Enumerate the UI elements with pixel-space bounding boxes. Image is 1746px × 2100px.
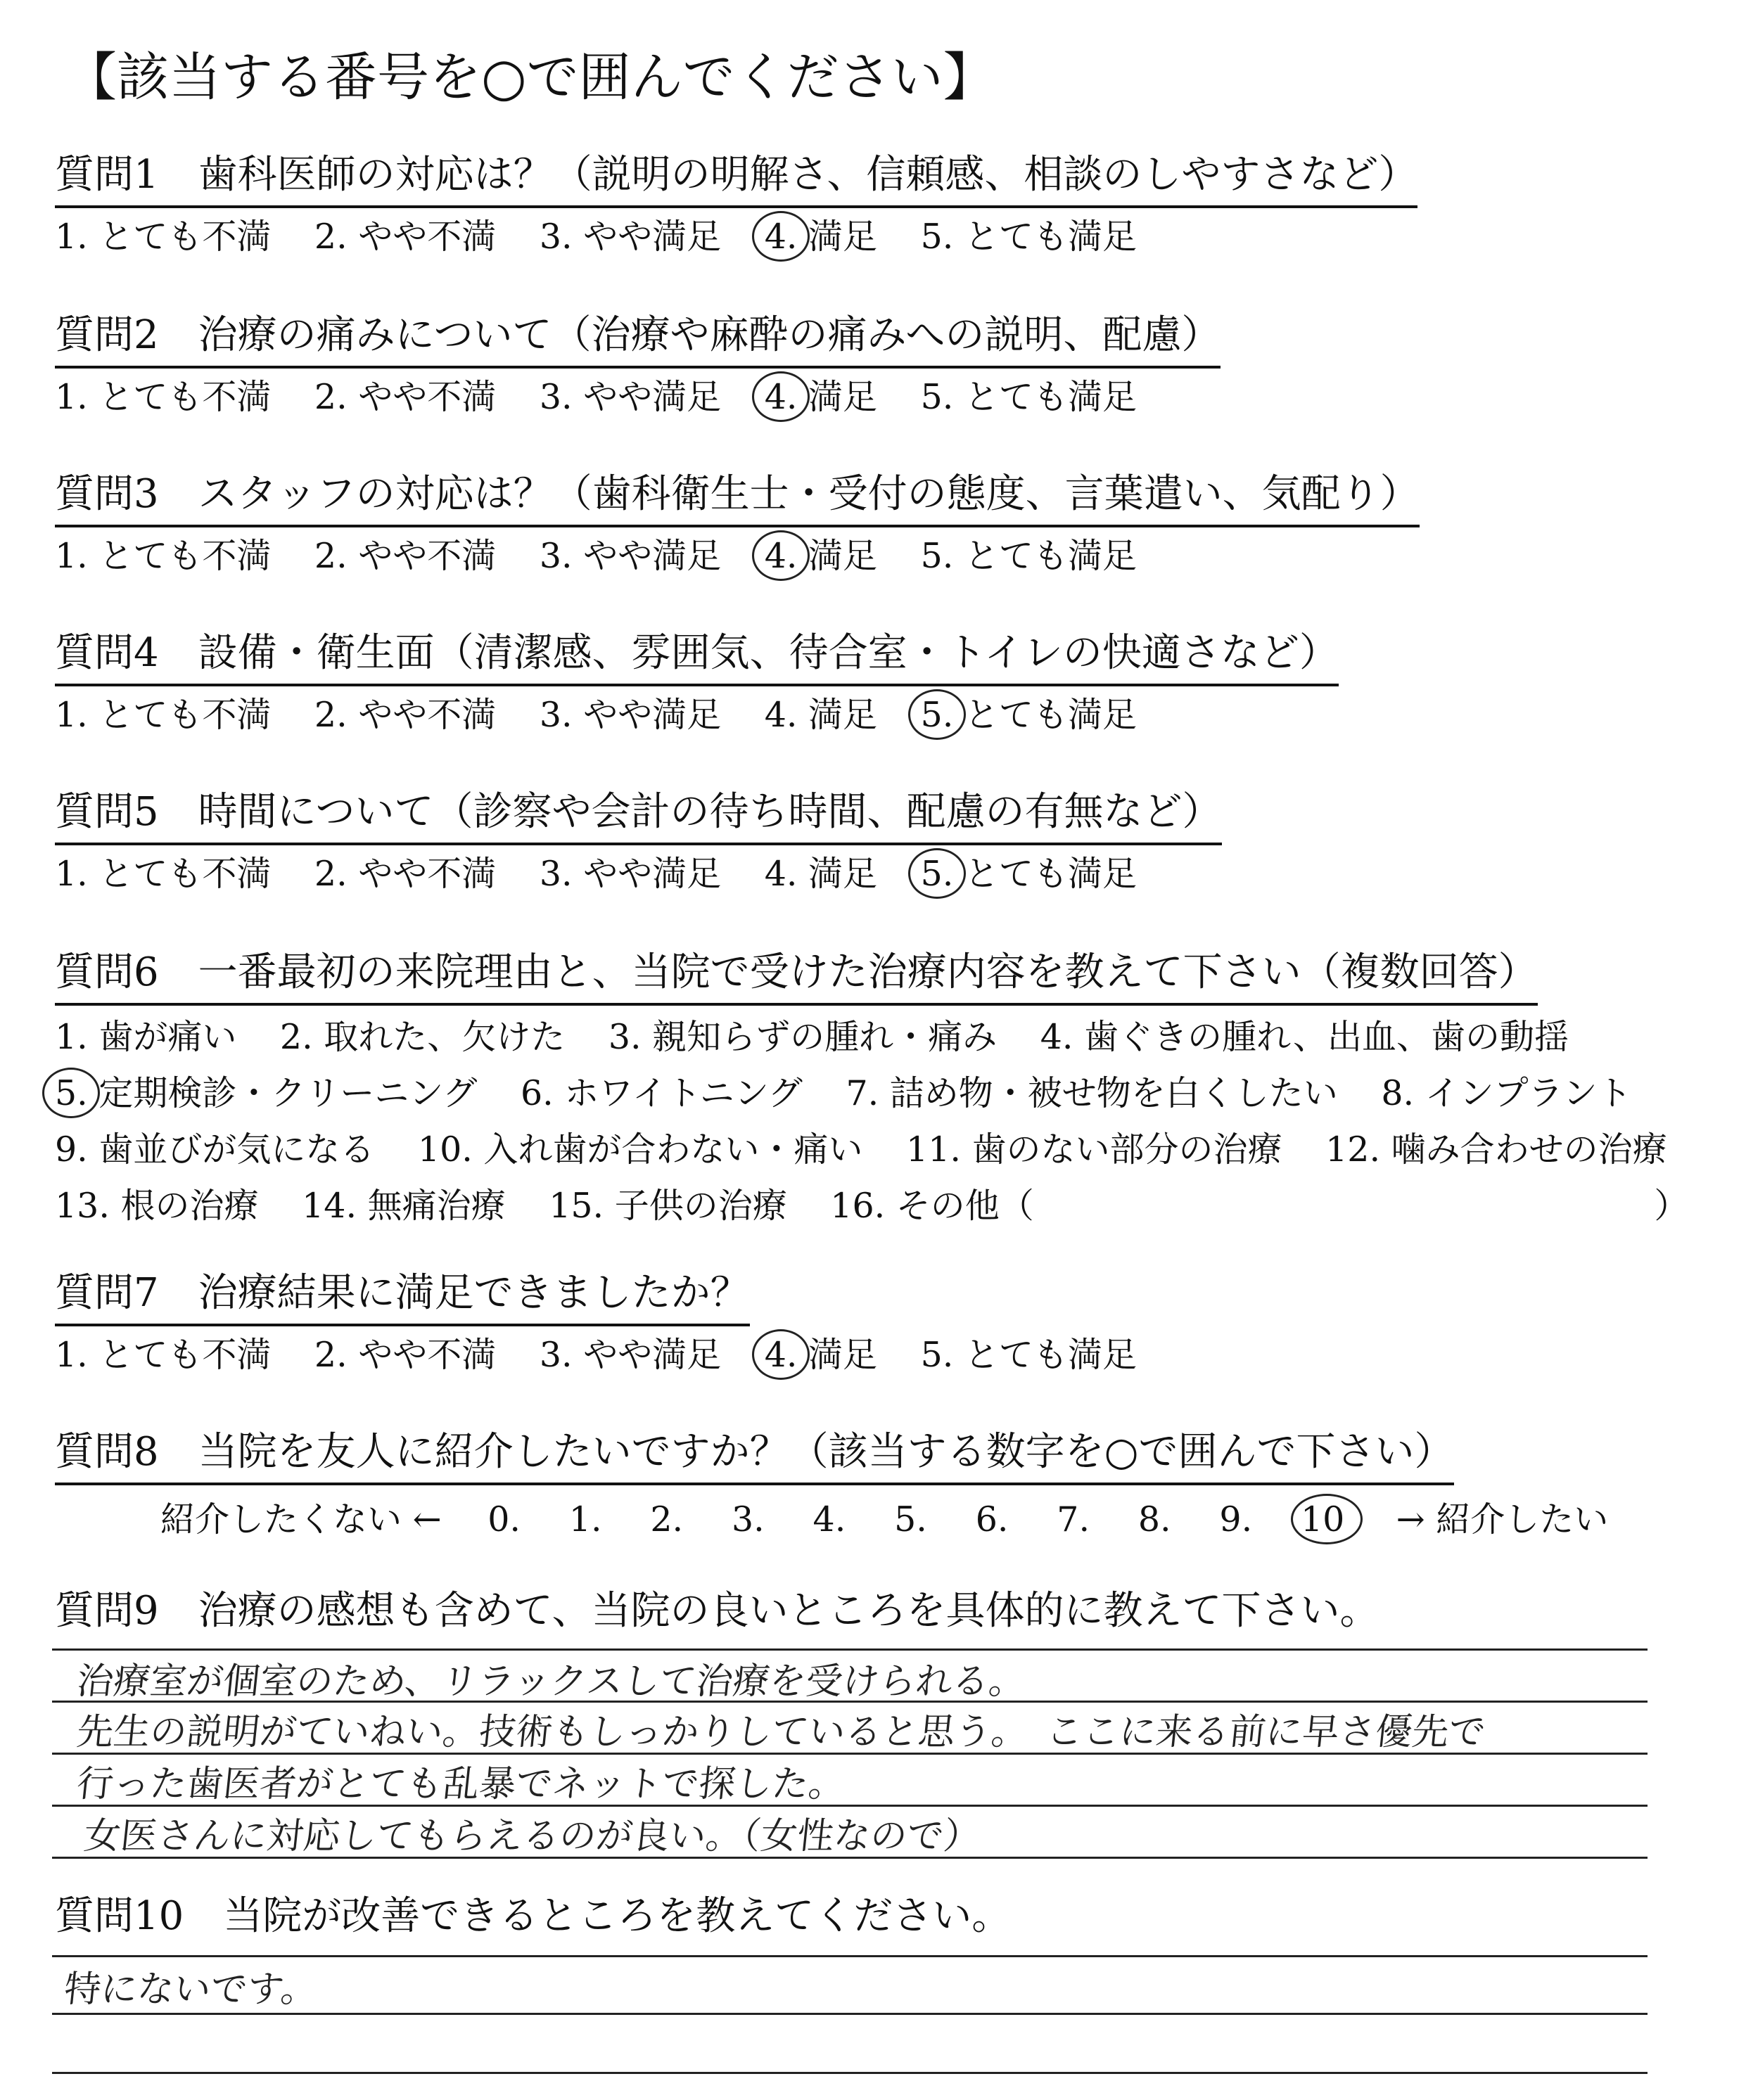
question-3-title: 質問3 スタッフの対応は？（歯科衛生士・受付の態度、言葉遣い、気配り）: [55, 467, 1420, 527]
option-2[interactable]: 2. やや不満: [314, 854, 497, 894]
option-4-circled[interactable]: 4. 満足: [765, 212, 877, 262]
reason-15[interactable]: 15. 子供の治療: [549, 1186, 787, 1226]
question-3-options: [55, 532, 1420, 581]
reason-3[interactable]: 3. 親知らずの腫れ・痛み: [608, 1017, 998, 1057]
reason-5-circled[interactable]: 5. 定期検診・クリーニング: [55, 1069, 477, 1118]
option-3[interactable]: 3. やや満足: [539, 377, 722, 417]
question-2-title: 質問2 治療の痛みについて（治療や麻酔の痛みへの説明、配慮）: [55, 308, 1221, 369]
reason-14[interactable]: 14. 無痛治療: [302, 1186, 506, 1226]
option-2[interactable]: 2. やや不満: [314, 695, 497, 735]
answer-circle: [908, 848, 966, 899]
q10-answer-line-1: 特にないです。: [62, 1968, 320, 2011]
reason-2[interactable]: 2. 取れた、欠けた: [279, 1017, 566, 1057]
option-3[interactable]: 3. やや満足: [539, 536, 722, 576]
reason-16[interactable]: 16. その他（: [830, 1186, 1034, 1226]
question-6-row-3: [55, 1125, 1721, 1174]
question-5: [55, 785, 1222, 899]
option-1[interactable]: 1. とても不満: [55, 217, 272, 257]
option-5-circled[interactable]: 5. とても満足: [921, 691, 1137, 740]
option-2[interactable]: 2. やや不満: [314, 536, 497, 576]
option-1[interactable]: 1. とても不満: [55, 854, 272, 894]
option-5[interactable]: 5. とても満足: [920, 1335, 1137, 1375]
option-1[interactable]: 1. とても不満: [55, 377, 272, 417]
option-5-circled[interactable]: 5. とても満足: [921, 850, 1137, 899]
question-6-title: 質問6 一番最初の来院理由と、当院で受けた治療内容を教えて下さい（複数回答）: [55, 945, 1538, 1006]
question-6-row-2: [55, 1069, 1721, 1118]
answer-circle: [42, 1068, 100, 1118]
answer-circle: [908, 689, 966, 740]
option-4-circled[interactable]: 4. 満足: [765, 373, 877, 422]
option-1[interactable]: 1. とても不満: [55, 536, 272, 576]
question-5-title: 質問5 時間について（診察や会計の待ち時間、配慮の有無など）: [55, 785, 1222, 845]
question-6-row-1: [55, 1013, 1721, 1062]
option-5[interactable]: 5. とても満足: [920, 217, 1137, 257]
scale-6[interactable]: 6.: [975, 1499, 1009, 1539]
question-10: [55, 1889, 1011, 1947]
answer-circle: [1291, 1494, 1363, 1544]
option-5[interactable]: 5. とても満足: [920, 536, 1137, 576]
option-1[interactable]: 1. とても不満: [55, 1335, 272, 1375]
question-7: [55, 1266, 1169, 1380]
scale-right-label: → 紹介したい: [1396, 1499, 1609, 1539]
option-2[interactable]: 2. やや不満: [314, 217, 497, 257]
q9-answer-line-2: 先生の説明がていねい。技術もしっかりしていると思う。 ここに来る前に早さ優先で: [75, 1711, 1488, 1753]
option-5[interactable]: 5. とても満足: [920, 377, 1137, 417]
question-1: [55, 148, 1417, 262]
option-1[interactable]: 1. とても不満: [55, 695, 272, 735]
scale-left-label: 紹介したくない ←: [160, 1499, 442, 1539]
reason-16-close-paren: ）: [1654, 1186, 1689, 1226]
reason-12[interactable]: 12. 噛み合わせの治療: [1325, 1129, 1667, 1170]
question-4-title: 質問4 設備・衛生面（清潔感、雰囲気、待合室・トイレの快適さなど）: [55, 626, 1339, 686]
recommend-scale: [160, 1495, 1608, 1544]
scale-10-circled[interactable]: 10: [1301, 1495, 1371, 1544]
page-title: 【該当する番号を○で囲んでください】: [65, 47, 995, 108]
question-9-title: 質問9 治療の感想も含めて、当院の良いところを具体的に教えて下さい。: [55, 1588, 1379, 1634]
question-7-options: [55, 1331, 1169, 1380]
option-2[interactable]: 2. やや不満: [314, 1335, 497, 1375]
reason-4[interactable]: 4. 歯ぐきの腫れ、出血、歯の動揺: [1040, 1017, 1569, 1057]
reason-1[interactable]: 1. 歯が痛い: [55, 1017, 237, 1057]
scale-5[interactable]: 5.: [894, 1499, 927, 1539]
scale-4[interactable]: 4.: [813, 1499, 846, 1539]
question-3: [55, 467, 1420, 581]
scale-9[interactable]: 9.: [1219, 1499, 1253, 1539]
option-2[interactable]: 2. やや不満: [314, 377, 497, 417]
reason-11[interactable]: 11. 歯のない部分の治療: [906, 1129, 1282, 1170]
answer-circle: [752, 530, 810, 581]
question-8: [55, 1425, 1608, 1544]
answer-line: [52, 1857, 1648, 1859]
option-3[interactable]: 3. やや満足: [539, 854, 722, 894]
q9-answer-line-3: 行った歯医者がとても乱暴でネットで探した。: [75, 1763, 848, 1805]
reason-8[interactable]: 8. インプラント: [1381, 1073, 1632, 1113]
answer-circle: [752, 1329, 810, 1380]
answer-circle: [752, 211, 810, 262]
answer-circle: [752, 371, 810, 422]
question-10-title: 質問10 当院が改善できるところを教えてください。: [55, 1893, 1012, 1939]
option-4[interactable]: 4. 満足: [764, 695, 878, 735]
question-4: [55, 626, 1339, 740]
scale-0[interactable]: 0.: [488, 1499, 521, 1539]
option-4-circled[interactable]: 4. 満足: [765, 1331, 877, 1380]
question-2: [55, 308, 1221, 422]
question-1-options: [55, 212, 1417, 262]
question-8-title: 質問8 当院を友人に紹介したいですか？（該当する数字を○で囲んで下さい）: [55, 1425, 1454, 1485]
question-5-options: [55, 850, 1222, 899]
question-9: [55, 1584, 1379, 1641]
question-6: [55, 945, 1721, 1231]
question-1-title: 質問1 歯科医師の対応は？（説明の明解さ、信頼感、相談のしやすさなど）: [55, 148, 1417, 208]
option-4-circled[interactable]: 4. 満足: [765, 532, 877, 581]
reason-6[interactable]: 6. ホワイトニング: [520, 1073, 803, 1113]
question-2-options: [55, 373, 1221, 422]
option-3[interactable]: 3. やや満足: [539, 1335, 722, 1375]
reason-13[interactable]: 13. 根の治療: [55, 1186, 259, 1226]
answer-line: [52, 2072, 1648, 2074]
reason-9[interactable]: 9. 歯並びが気になる: [55, 1129, 375, 1170]
answer-line: [52, 1955, 1648, 1957]
question-6-row-4: [55, 1182, 1721, 1231]
scale-2[interactable]: 2.: [650, 1499, 684, 1539]
answer-line: [52, 2013, 1648, 2015]
option-3[interactable]: 3. やや満足: [539, 695, 722, 735]
reason-10[interactable]: 10. 入れ歯が合わない・痛い: [417, 1129, 863, 1170]
q9-answer-line-4: 女医さんに対応してもらえるのが良い。（女性なので）: [82, 1815, 983, 1857]
question-4-options: [55, 691, 1339, 740]
option-3[interactable]: 3. やや満足: [539, 217, 722, 257]
scale-7[interactable]: 7.: [1057, 1499, 1090, 1539]
option-4[interactable]: 4. 満足: [764, 854, 878, 894]
scale-8[interactable]: 8.: [1138, 1499, 1171, 1539]
q9-answer-line-1: 治療室が個室のため、リラックスして治療を受けられる。: [75, 1660, 1028, 1703]
reason-7[interactable]: 7. 詰め物・被せ物を白くしたい: [846, 1073, 1338, 1113]
scale-3[interactable]: 3.: [731, 1499, 765, 1539]
answer-line: [52, 1648, 1648, 1651]
question-7-title: 質問7 治療結果に満足できましたか？: [55, 1266, 750, 1326]
scale-1[interactable]: 1.: [568, 1499, 602, 1539]
